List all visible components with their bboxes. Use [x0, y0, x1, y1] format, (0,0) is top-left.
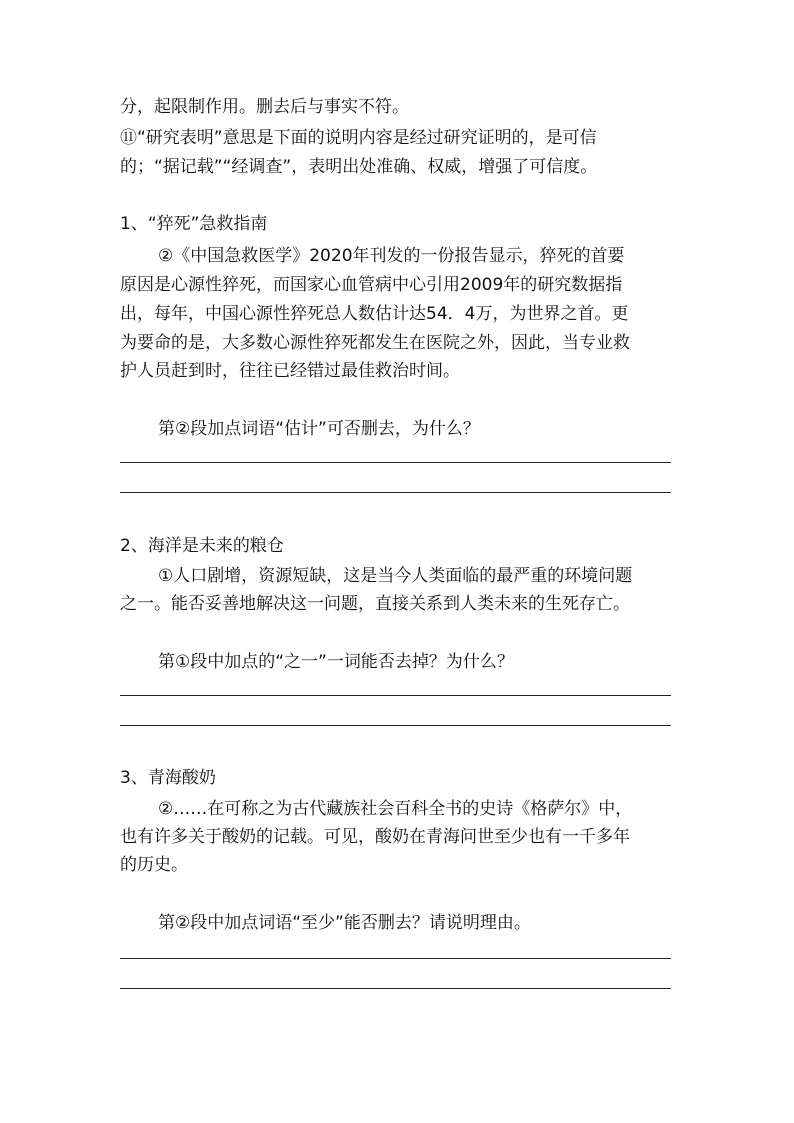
item-3-passage-line-2: 也有许多关于酸奶的记载。可见，酸奶在青海问世至少也有一千多年	[120, 827, 630, 847]
item-1-passage-line-4: 为要命的是，大多数心源性猝死都发生在医院之外，因此，当专业救	[120, 333, 630, 353]
intro-line-1: 分，起限制作用。删去后与事实不符。	[120, 97, 409, 117]
intro-line-2: ⑪“研究表明”意思是下面的说明内容是经过研究证明的，是可信	[120, 128, 597, 148]
item-2-answer-line-2[interactable]	[120, 725, 671, 726]
item-3-passage-line-1: ②……在可称之为古代藏族社会百科全书的史诗《格萨尔》中，	[158, 799, 633, 819]
item-1-answer-line-2[interactable]	[120, 492, 671, 493]
item-3-heading: 3、青海酸奶	[120, 768, 216, 788]
item-3-question: 第②段中加点词语“至少”能否删去？请说明理由。	[158, 913, 531, 933]
item-2-passage-line-1: ①人口剧增，资源短缺，这是当今人类面临的最严重的环境问题	[158, 566, 633, 586]
item-1-passage-line-5: 护人员赶到时，往往已经错过最佳救治时间。	[120, 361, 460, 381]
item-1-heading: 1、“猝死”急救指南	[120, 214, 268, 234]
item-3-answer-line-2[interactable]	[120, 988, 671, 989]
item-2-answer-line-1[interactable]	[120, 695, 671, 696]
item-3-answer-line-1[interactable]	[120, 958, 671, 959]
item-3-passage-line-3: 的历史。	[120, 855, 188, 875]
item-2-passage-line-2: 之一。能否妥善地解决这一问题，直接关系到人类未来的生死存亡。	[120, 594, 630, 614]
item-2-heading: 2、海洋是未来的粮仓	[120, 536, 284, 556]
item-1-question: 第②段加点词语“估计”可否删去，为什么？	[158, 419, 480, 439]
item-1-passage-line-2: 原因是心源性猝死，而国家心血管病中心引用2009年的研究数据指	[120, 275, 623, 295]
item-2-question: 第①段中加点的“之一”一词能否去掉？为什么？	[158, 652, 514, 672]
intro-line-3: 的；“据记载”“经调查”，表明出处准确、权威，增强了可信度。	[120, 157, 598, 177]
item-1-passage-line-3: 出，每年，中国心源性猝死总人数估计达54．4万，为世界之首。更	[120, 304, 629, 324]
item-1-passage-line-1: ②《中国急救医学》2020年刊发的一份报告显示，猝死的首要	[158, 246, 625, 266]
item-1-answer-line-1[interactable]	[120, 462, 671, 463]
